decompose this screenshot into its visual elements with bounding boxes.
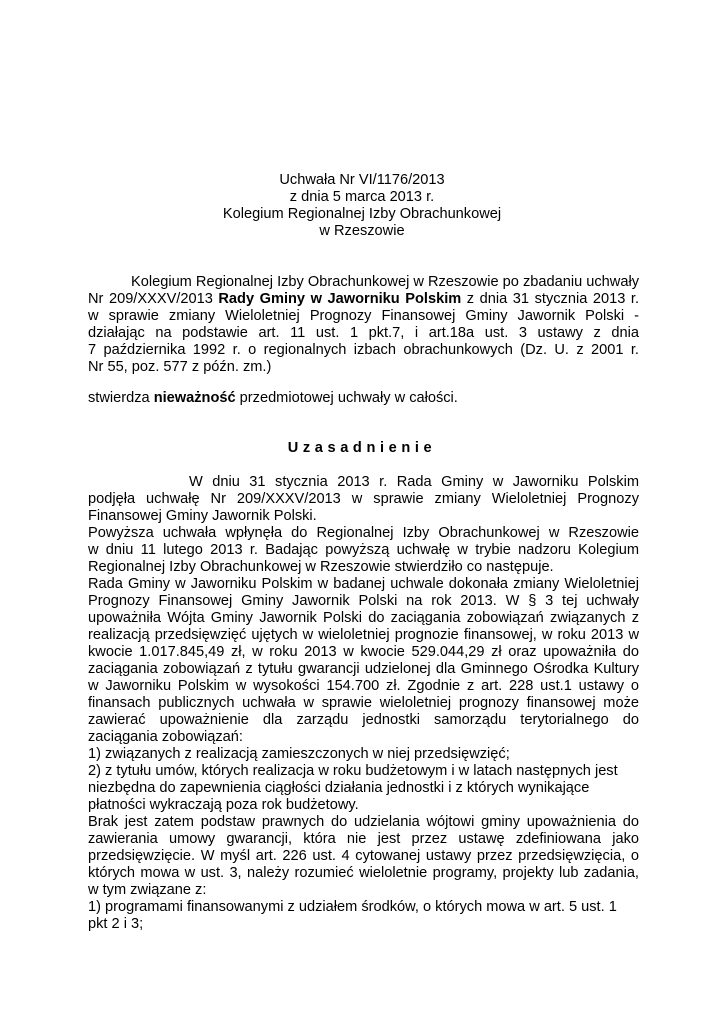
decision-text: przedmiotowej uchwały w całości. — [235, 390, 458, 406]
body-line: w dniu 11 lutego 2013 r. Badając powyższą uchwałę w trybie nadzoru Kolegium — [88, 542, 639, 558]
decision-line — [88, 390, 458, 407]
body-line: w Jaworniku Polskim w wysokości 154.700 zł. Zgodnie z art. 228 ust.1 ustawy o — [88, 678, 639, 694]
issuing-city: w Rzeszowie — [319, 223, 405, 239]
body-line: realizacją przedsięwzięć ujętych w wieloletniej prognozie finansowej, w roku 2013 w — [88, 627, 639, 643]
list-item-2 — [88, 763, 639, 814]
body-line: niezbędna do zapewnienia ciągłości działania jednostki i z których wynikające — [88, 780, 590, 796]
body-line: Prognozy Finansowej Gminy Jawornik Polski na rok 2013. W § 3 tej uchwały — [88, 593, 639, 609]
body-line: upoważniła Wójta Gminy Jawornik Polski do zaciągania zobowiązań związanych z — [88, 610, 639, 626]
body-line: zawierania umowy gwarancji, która nie jest przez ustawę zdefiniowana jako — [88, 831, 639, 847]
decision-text: stwierdza — [88, 390, 154, 406]
body-line: płatności wykraczają poza rok budżetowy. — [88, 797, 359, 813]
body-paragraph-4 — [88, 814, 639, 899]
resolution-number: Uchwała Nr VI/1176/2013 — [279, 172, 445, 188]
body-line: 1) programami finansowanymi z udziałem środków, o których mowa w art. 5 ust. 1 — [88, 899, 617, 915]
body-line: finansach publicznych uchwała w sprawie wieloletniej prognozy finansowej może — [88, 695, 639, 711]
body-paragraph-2 — [88, 525, 639, 576]
intro-line: działając na podstawie art. 11 ust. 1 pkt.7, i art.18a ust. 3 ustawy z dnia — [88, 325, 639, 341]
body-line: zaciągania zobowiązań z tytułu gwarancji udzielonej dla Gminnego Ośrodka Kultury — [88, 661, 639, 677]
nullity-word: nieważność — [153, 390, 236, 406]
intro-text: z dnia 31 stycznia 2013 r. — [461, 291, 639, 307]
body-line: podjęła uchwałę Nr 209/XXXV/2013 w sprawie zmiany Wieloletniej Prognozy — [88, 491, 639, 507]
body-line: Regionalnej Izby Obrachunkowej w Rzeszowie stwierdziło co następuje. — [88, 559, 554, 575]
body-line: Brak jest zatem podstaw prawnych do udzielania wójtowi gminy upoważnienia do — [88, 814, 639, 830]
council-name: Rady Gminy w Jaworniku Polskim — [218, 291, 462, 307]
intro-text: Nr 209/XXXV/2013 — [88, 291, 219, 307]
body-line: Finansowej Gminy Jawornik Polski. — [88, 508, 317, 524]
intro-line: Kolegium Regionalnej Izby Obrachunkowej w Rzeszowie po zbadaniu uchwały — [131, 274, 639, 290]
issuing-body: Kolegium Regionalnej Izby Obrachunkowej — [222, 206, 502, 222]
resolution-date: z dnia 5 marca 2013 r. — [289, 189, 435, 205]
body-line: Rada Gminy w Jaworniku Polskim w badanej uchwale dokonała zmiany Wieloletniej — [88, 576, 639, 592]
justification-heading: Uzasadnienie — [287, 440, 437, 456]
body-line: W dniu 31 stycznia 2013 r. Rada Gminy w Jaworniku Polskim — [189, 474, 639, 490]
list-item-1: 1) związanych z realizacją zamieszczonych w niej przedsięwzięć; — [88, 746, 510, 762]
body-line: zaciągania zobowiązań: — [88, 729, 243, 745]
body-line: których mowa w ust. 3, należy rozumieć wieloletnie programy, projekty lub zadania, — [88, 865, 639, 881]
body-line: Powyższa uchwała wpłynęła do Regionalnej Izby Obrachunkowej w Rzeszowie — [88, 525, 639, 541]
body-line: przedsięwzięcie. W myśl art. 226 ust. 4 cytowanej ustawy przez przedsięwzięcia, o — [88, 848, 639, 864]
intro-paragraph — [88, 274, 639, 376]
body-paragraph-3 — [88, 576, 639, 746]
list-item-3 — [88, 899, 639, 933]
intro-line: 7 października 1992 r. o regionalnych izbach obrachunkowych (Dz. U. z 2001 r. — [88, 342, 639, 358]
body-line: pkt 2 i 3; — [88, 916, 144, 932]
intro-line — [88, 291, 639, 308]
body-line: zawierać upoważnienie dla zarządu jednostki samorządu terytorialnego do — [88, 712, 639, 728]
body-line: kwocie 1.017.845,49 zł, w roku 2013 w kwocie 529.044,29 zł oraz upoważniła do — [88, 644, 639, 660]
body-paragraph-1 — [88, 474, 639, 525]
body-line: w tym związane z: — [88, 882, 207, 898]
body-line: 2) z tytułu umów, których realizacja w roku budżetowym i w latach następnych jest — [88, 763, 618, 779]
intro-line: w sprawie zmiany Wieloletniej Prognozy Finansowej Gminy Jawornik Polski - — [88, 308, 639, 324]
intro-line: Nr 55, poz. 577 z późn. zm.) — [88, 359, 272, 375]
